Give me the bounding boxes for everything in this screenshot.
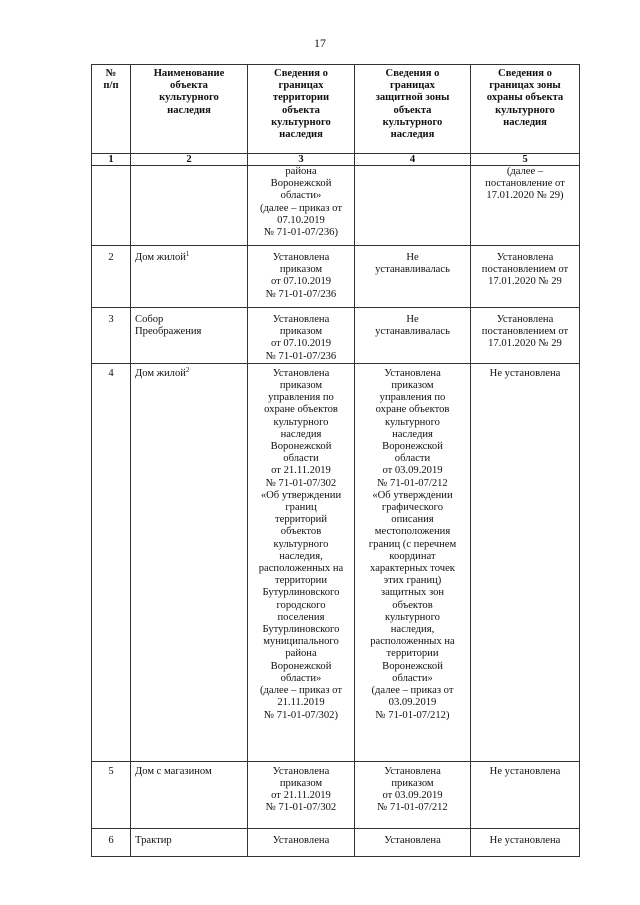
table.rows.3.protective-line: расположенных на [370, 636, 455, 648]
table.rows.0.zone-line: 17.01.2020 № 29) [486, 190, 564, 202]
table.rows.3.territory-line: управления по [268, 392, 334, 404]
table.headers.2-line: Сведения о [274, 68, 328, 79]
table.rows.4.territory-line: Установлена [272, 765, 330, 777]
footnote-marker: 2 [185, 365, 190, 374]
table.rows.3.protective-line: этих границ) [383, 575, 442, 587]
row-number: 5 [92, 761, 131, 828]
object-name [131, 166, 248, 246]
table.rows.3.territory-line: культурного [273, 416, 329, 428]
table.rows.3.protective-line: охране объектов [375, 404, 450, 416]
table.rows.4.protective-line: № 71-01-07/212 [377, 802, 448, 814]
table.rows.3.protective-line: «Об утверждении [372, 489, 453, 501]
table.rows.2.territory-line: приказом [279, 326, 323, 338]
table.rows.3.territory-line: культурного [273, 538, 329, 550]
table.rows.3.territory-line: наследия [280, 428, 322, 440]
table.headers.1-line: наследия [167, 104, 211, 116]
territory-info [248, 246, 355, 308]
header-object-name [131, 65, 248, 154]
table.rows.3.zone-line: Не установлена [489, 367, 561, 379]
security-zone-info [471, 828, 580, 856]
table.rows.3.protective-line: приказом [391, 380, 434, 392]
table.rows.4.protective-line: приказом [391, 778, 434, 790]
table.headers.2-line: культурного [271, 116, 331, 128]
security-zone-info [471, 363, 580, 761]
table.rows.2.protective-line: Не [406, 314, 419, 325]
table.rows.3.protective-line: культурного [385, 611, 440, 623]
table-header-row [92, 65, 580, 154]
protective-zone-info [355, 363, 471, 761]
table.rows.3.territory-line: муниципального [263, 636, 339, 648]
table.rows.3.protective-line: наследия [392, 428, 433, 440]
protective-zone-info [355, 166, 471, 246]
table.rows.3.protective-line: описания [391, 514, 434, 526]
table.headers.3-line: объекта [393, 104, 432, 116]
table.rows.3.territory-line: территорий [274, 514, 328, 526]
table.rows.2.territory-line: Установлена [272, 314, 330, 325]
table.rows.3.protective-line: от 03.09.2019 [382, 465, 443, 477]
column-number: 5 [471, 154, 580, 166]
table.rows.3.territory-line: Установлена [272, 367, 330, 379]
table.rows.3.territory-line: Воронежской [270, 660, 332, 672]
object-name-line: Собор [135, 314, 164, 325]
table.rows.3.territory-line: от 21.11.2019 [271, 465, 331, 477]
table.rows.3.territory-line: области [283, 453, 319, 465]
table.rows.3.protective-line: № 71-01-07/212) [375, 709, 450, 721]
table.rows.3.territory-line: территории [274, 575, 328, 587]
table.headers.3-line: наследия [390, 129, 435, 141]
object-name-line: Трактир [135, 834, 172, 846]
security-zone-info [471, 761, 580, 828]
row-number: 4 [92, 363, 131, 761]
object-name-line: Дом жилой$^1$ [135, 250, 190, 263]
header-security-zone [471, 65, 580, 154]
table.rows.1.territory-line: от 07.10.2019 [270, 276, 332, 288]
table.rows.3.protective-line: наследия, [390, 624, 435, 636]
table.rows.3.protective-line: Установлена [384, 367, 441, 379]
protective-zone-info [355, 308, 471, 364]
page-number: 17 [314, 36, 326, 50]
table.headers.4-line: наследия [503, 116, 547, 128]
table.rows.3.territory-line: № 71-01-07/302) [264, 709, 338, 721]
table.rows.4.protective-line: Установлена [384, 765, 441, 777]
header-territory [248, 65, 355, 154]
object-name [131, 363, 248, 761]
table.rows.2.territory-line: от 07.10.2019 [270, 338, 332, 350]
table.headers.2-line: наследия [279, 129, 323, 141]
table.rows.3.territory-line: 21.11.2019 [277, 697, 325, 709]
object-name [131, 308, 248, 364]
territory-info [248, 308, 355, 364]
table.rows.3.territory-line: городского [276, 599, 326, 611]
row-number: 6 [92, 828, 131, 856]
table.rows.2.territory-line: № 71-01-07/236 [265, 350, 337, 362]
header-number [92, 65, 131, 154]
table.rows.3.protective-line: границ (с перечнем [368, 538, 457, 550]
row-number [92, 166, 131, 246]
table.rows.0.territory-line: (далее – приказ от [260, 202, 342, 214]
table.rows.3.protective-line: культурного [385, 416, 440, 428]
column-number: 3 [248, 154, 355, 166]
object-name [131, 246, 248, 308]
table.rows.3.protective-line: защитных зон [380, 587, 445, 599]
table.rows.3.protective-line: области [394, 453, 431, 465]
table.rows.3.protective-line: № 71-01-07/212 [377, 477, 448, 489]
table.rows.1.zone-line: постановлением от [481, 264, 569, 276]
column-number: 4 [355, 154, 471, 166]
table.headers.1-line: Наименование [153, 68, 225, 79]
table.rows.3.territory-line: объектов [280, 526, 322, 538]
table.rows.1.protective-line: Не [406, 252, 419, 263]
table.rows.5.protective-line: Установлена [384, 834, 441, 846]
table.rows.3.protective-line: территории [386, 648, 439, 660]
row-number: 3 [92, 308, 131, 364]
table.headers.3-line: границах [390, 80, 435, 92]
table.rows.3.protective-line: объектов [392, 599, 433, 611]
table.headers.0-line: № [105, 68, 117, 79]
table-row [92, 308, 580, 364]
table.rows.4.territory-line: приказом [279, 778, 323, 790]
table.rows.4.territory-line: от 21.11.2019 [271, 790, 331, 802]
table.headers.4-line: охраны объекта [486, 92, 564, 104]
table-row [92, 761, 580, 828]
object-name-line: Дом жилой$^2$ [135, 365, 190, 379]
territory-info [248, 761, 355, 828]
table.rows.2.zone-line: 17.01.2020 № 29 [488, 338, 562, 350]
table.rows.4.zone-line: Не установлена [489, 765, 561, 777]
heritage-objects-table [91, 64, 580, 857]
table.rows.0.territory-line: области» [280, 190, 322, 202]
table.rows.2.zone-line: Установлена [496, 314, 554, 325]
table.rows.2.protective-line: устанавливалась [375, 326, 450, 338]
table.rows.3.territory-line: области» [280, 672, 322, 684]
table.headers.2-line: территории [272, 92, 330, 104]
table.rows.3.territory-line: Бутурлиновского [262, 587, 340, 599]
table.rows.1.protective-line: устанавливалась [375, 264, 450, 276]
table.rows.3.protective-line: графического [381, 502, 444, 514]
object-name [131, 828, 248, 856]
table.rows.3.territory-line: Бутурлиновского [262, 624, 340, 636]
object-name-line: Преображения [135, 326, 202, 338]
column-number: 2 [131, 154, 248, 166]
table.headers.3-line: культурного [382, 116, 443, 128]
table.rows.0.territory-line: № 71-01-07/236) [264, 227, 338, 239]
table-row [92, 166, 580, 246]
table.rows.0.zone-line: постановление от [485, 178, 565, 190]
object-name-line: Дом с магазином [135, 765, 212, 777]
table.rows.3.territory-line: района [285, 648, 317, 660]
protective-zone-info [355, 246, 471, 308]
table.rows.3.protective-line: Воронежской [382, 660, 443, 672]
table.rows.3.territory-line: охране объектов [264, 404, 338, 416]
protective-zone-info [355, 828, 471, 856]
table.rows.3.protective-line: области» [392, 672, 433, 684]
table.rows.3.protective-line: характерных точек [370, 563, 455, 575]
table-body [92, 166, 580, 857]
table.rows.5.territory-line: Установлена [272, 834, 330, 846]
table.headers.4-line: границах зоны [489, 80, 561, 92]
table.rows.1.territory-line: Установлена [272, 252, 330, 263]
territory-info [248, 363, 355, 761]
security-zone-info [471, 246, 580, 308]
table.rows.0.territory-line: района [285, 166, 317, 177]
table.headers.1-line: объекта [170, 80, 208, 92]
protective-zone-info [355, 761, 471, 828]
table.rows.0.territory-line: 07.10.2019 [277, 214, 325, 226]
table.rows.3.territory-line: Воронежской [270, 441, 332, 453]
territory-info [248, 166, 355, 246]
table.headers.2-line: объекта [282, 104, 320, 116]
table.rows.3.territory-line: границ [285, 502, 317, 514]
table.rows.3.protective-line: Воронежской [382, 441, 443, 453]
security-zone-info [471, 166, 580, 246]
table-row [92, 246, 580, 308]
table.rows.1.territory-line: № 71-01-07/236 [265, 288, 337, 300]
table.rows.5.zone-line: Не установлена [489, 834, 561, 846]
table-row [92, 363, 580, 761]
table.rows.0.territory-line: Воронежской [270, 178, 332, 190]
footnote-marker: 1 [185, 250, 190, 258]
table.rows.3.territory-line: приказом [279, 380, 323, 392]
row-number: 2 [92, 246, 131, 308]
table.rows.1.zone-line: Установлена [496, 252, 554, 263]
table.rows.3.territory-line: № 71-01-07/302 [265, 477, 337, 489]
table.rows.2.zone-line: постановлением от [481, 326, 569, 338]
table.rows.1.zone-line: 17.01.2020 № 29 [488, 276, 562, 288]
table.headers.4-line: Сведения о [498, 68, 552, 79]
table.rows.3.protective-line: управления по [379, 392, 446, 404]
header-protective-zone [355, 65, 471, 154]
table.rows.3.protective-line: координат [389, 550, 436, 562]
table.headers.0-line: п/п [103, 80, 119, 92]
table.rows.3.territory-line: поселения [277, 611, 325, 623]
table.rows.3.territory-line: наследия, [279, 550, 323, 562]
table.rows.0.zone-line: (далее – [506, 166, 544, 177]
table.rows.3.territory-line: «Об утверждении [260, 489, 342, 501]
table.rows.4.protective-line: от 03.09.2019 [382, 790, 443, 802]
column-number-row [92, 154, 580, 166]
table.headers.4-line: культурного [495, 104, 555, 116]
table.rows.3.protective-line: 03.09.2019 [388, 697, 437, 709]
table-row [92, 828, 580, 856]
table.rows.3.territory-line: расположенных на [258, 563, 344, 575]
security-zone-info [471, 308, 580, 364]
column-number: 1 [92, 154, 131, 166]
table.headers.1-line: культурного [159, 92, 219, 104]
object-name [131, 761, 248, 828]
table.rows.4.territory-line: № 71-01-07/302 [265, 802, 337, 814]
table.rows.1.territory-line: приказом [279, 264, 323, 276]
table.rows.3.protective-line: местоположения [374, 526, 451, 538]
territory-info [248, 828, 355, 856]
table.headers.3-line: Сведения о [385, 68, 440, 79]
table.headers.3-line: защитной зоны [375, 92, 450, 104]
table.rows.3.territory-line: (далее – приказ от [260, 685, 342, 697]
table.headers.2-line: границах [278, 80, 324, 92]
table.rows.3.protective-line: (далее – приказ от [371, 685, 454, 697]
